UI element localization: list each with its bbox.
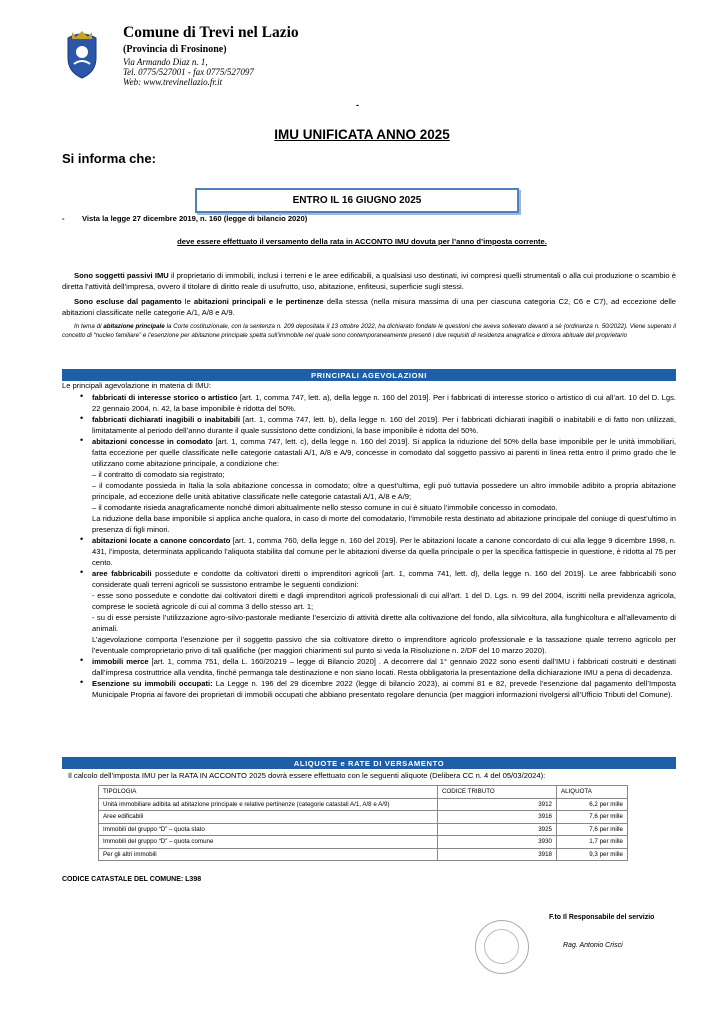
deadline-text: ENTRO IL 16 GIUGNO 2025 bbox=[292, 195, 422, 206]
abitazione-note bbox=[62, 322, 676, 340]
cell-tipologia: Aree edificabili bbox=[99, 811, 438, 824]
address-text: Via Armando Diaz n. 1, bbox=[123, 57, 208, 67]
cell-tipologia: Immobili del gruppo “D” – quota comune bbox=[99, 836, 438, 849]
table-row bbox=[99, 823, 628, 836]
nota-text: la Corte costituzionale, con la sentenza n. 209 depositata il 13 ottobre 2022, ha dichiarato fondate le questioni che aveva sollevato davanti a sé (ordinanza n. 50/2022). Viene superato il concetto di “nucleo familiare” e l’esenzione per abitazione principale spetta sull’immobile nel quale sono contemporaneamente presenti i due requisiti di residenza anagrafica e dimora abituale del proprietario bbox=[62, 323, 677, 339]
item-text: [art. 1, comma 747, lett. a), della legge n. 160 del 2019]. Per i fabbricati di interesse storico o artistico di cui all’art. 10 del D. Lgs. 22 gennaio 2004, n. 42, la base imponibile è ridotta del 50%. bbox=[92, 393, 676, 413]
codice-catastale: CODICE CATASTALE DEL COMUNE: L398 bbox=[62, 876, 202, 883]
list-item bbox=[80, 656, 676, 678]
cell-aliquota: 7,6 bbox=[589, 813, 598, 821]
vista-line: - Vista la legge 27 dicembre 2019, n. 160 (legge di bilancio 2020) bbox=[62, 214, 308, 223]
cell-tipologia: Immobili del gruppo “D” – quota stato bbox=[99, 823, 438, 836]
deadline-box bbox=[195, 188, 519, 213]
list-item bbox=[80, 678, 676, 700]
nota-bold: abitazione principale bbox=[103, 323, 165, 330]
item-title: Esenzione su immobili occupati: bbox=[92, 679, 213, 688]
item-title: abitazioni locate a canone concordato bbox=[92, 536, 231, 545]
sub-item: La riduzione della base imponibile si applica anche qualora, in caso di morte del comodatario, l’immobile resta destinato ad abitazione principale del coniuge di quest’ultimo in presenza di figli minori. bbox=[92, 514, 676, 534]
item-title: abitazioni concesse in comodato bbox=[92, 437, 213, 446]
cell-unit: per mille bbox=[599, 825, 623, 833]
escluse-text1: le bbox=[181, 297, 194, 306]
cell-aliquota: 9,3 bbox=[589, 850, 598, 858]
soggetti-bold: Sono soggetti passivi IMU bbox=[74, 271, 169, 280]
header-codice: CODICE TRIBUTO bbox=[438, 786, 557, 799]
cell-aliquota: 6,2 bbox=[589, 800, 598, 808]
list-item bbox=[80, 392, 676, 414]
escluse-bold2: abitazioni principali e le pertinenze bbox=[193, 297, 324, 306]
escluse-paragraph bbox=[62, 296, 676, 318]
item-text: possedute e condotte da coltivatori diretti o imprenditori agricoli [art. 1, comma 741, lett. d), della legge n. 160 del 2019]. Le aree fabbricabili sono considerate quali terreni agricoli se sussistono entrambe le seguenti condizioni: bbox=[92, 569, 676, 589]
header-aliquota: ALIQUOTA bbox=[557, 786, 628, 799]
sub-item: – il comodante possieda in Italia la sola abitazione concessa in comodato; oltre a quest’ultima, egli può tuttavia possedere un altro immobile adibito a propria abitazione principale, ad eccezione delle unità abitative classificate nelle categorie catastali A/1, A/8 e A/9; bbox=[92, 481, 676, 501]
table-row bbox=[99, 848, 628, 861]
item-text: [art. 1, comma 760, della legge n. 160 del 2019]. Per le abitazioni locate a canone concordato di cui alla legge 9 dicembre 1998, n. 431, l’imposta, determinata applicando l’aliquota stabilita dal comune per le abitazioni diverse da quella principale o per la specifica fattispecie in questione, è ridotta al 75 per cento. bbox=[92, 536, 676, 567]
cell-codice: 3916 bbox=[438, 811, 557, 824]
cell-tipologia: Per gli altri immobili bbox=[99, 848, 438, 861]
cell-tipologia: Unità immobiliare adibita ad abitazione principale e relative pertinenze (categorie catastali A/1, A/8 e A/9) bbox=[99, 798, 438, 811]
cell-codice: 3918 bbox=[438, 848, 557, 861]
table-header-row bbox=[99, 786, 628, 799]
sub-item: L’agevolazione comporta l’esenzione per il soggetto passivo che sia coltivatore diretto o imprenditore agricolo professionale e la tassazione quale terreno agricolo per l’eventuale comproprietario privo di tali qualifiche (per maggiori chiarimenti sul punto si veda la Risoluzione n. 2/DF del 10 marzo 2020). bbox=[92, 635, 676, 655]
item-text: [art. 1, comma 747, lett. c), della legge n. 160 del 2019]. Si applica la riduzione del 50% della base imponibile per le unità immobiliari, fatta eccezione per quelle classificate nelle categorie catastali A/1, A/8 e A/9, concesse in comodato dal soggetto passivo ai parenti in linea retta entro il primo grado che le utilizzano come abitazione principale, a condizione che: bbox=[92, 437, 676, 468]
item-text: [art. 1, comma 751, della L. 160/20219 – legge di Bilancio 2020] . A decorrere dal 1° gennaio 2022 sono esenti dall’IMU i fabbricati costruiti e destinati dall’impresa costruttrice alla vendita, finché permanga tale destinazione e non siano locati. Resta obbligatoria la presentazione della dichiarazione IMU a pena di decadenza. bbox=[92, 657, 676, 677]
table-row bbox=[99, 798, 628, 811]
marker-text: - bbox=[356, 100, 359, 110]
cell-unit: per mille bbox=[599, 850, 623, 858]
versamento-note: deve essere effettuato il versamento della rata in ACCONTO IMU dovuta per l’anno d’imposta corrente. bbox=[177, 237, 547, 246]
list-item bbox=[80, 436, 676, 469]
sub-item: – il comodante risieda anagraficamente nonché dimori abitualmente nello stesso comune in cui è situato l’immobile concesso in comodato. bbox=[92, 503, 558, 512]
aliquote-table bbox=[98, 785, 628, 861]
sub-item: - esse sono possedute e condotte dai coltivatori diretti e dagli imprenditori agricoli professionali di cui all’art. 1 del D. Lgs. n. 99 del 2004, iscritti nella previdenza agricola, comprese le società agricole di cui al comma 3 dello stesso art. 1; bbox=[92, 591, 676, 611]
table-row bbox=[99, 836, 628, 849]
escluse-bold: Sono escluse dal pagamento bbox=[74, 297, 182, 306]
section-aliquote bbox=[62, 757, 676, 769]
vista-text: Vista la legge 27 dicembre 2019, n. 160 (legge di bilancio 2020) bbox=[82, 214, 308, 223]
cell-unit: per mille bbox=[599, 813, 623, 821]
aliquote-intro: Il calcolo dell’imposta IMU per la RATA IN ACCONTO 2025 dovrà essere effettuato con le seguenti aliquote (Delibera CC n. 4 del 05/03/2024): bbox=[68, 771, 546, 780]
table-row bbox=[99, 811, 628, 824]
coat-of-arms-icon bbox=[62, 28, 102, 80]
cell-aliquota: 7,6 bbox=[589, 825, 598, 833]
intro-heading: Si informa che: bbox=[62, 151, 156, 166]
escluse-text2: della stessa (nella misura massima di una per ciascuna categoria C2, C6 e C7), ad eccezione delle abitazioni classificate nelle categorie A/1, A/8 e A/9. bbox=[62, 297, 676, 317]
cell-codice: 3912 bbox=[438, 798, 557, 811]
item-title: aree fabbricabili bbox=[92, 569, 152, 578]
agevolazioni-intro: Le principali agevolazione in materia di IMU: bbox=[62, 381, 211, 390]
list-item bbox=[80, 568, 676, 590]
signatory-name: Rag. Antonio Crisci bbox=[563, 942, 623, 949]
sub-item: - su di esse persiste l’utilizzazione agro-silvo-pastorale mediante l’esercizio di attività dirette alla coltivazione del fondo, alla silvicoltura, alla funghicoltura e all’allevamento di animali. bbox=[92, 613, 676, 633]
section-aliquote-label: ALIQUOTE e RATE DI VERSAMENTO bbox=[293, 758, 445, 768]
header-tipologia: TIPOLOGIA bbox=[99, 786, 438, 799]
cell-unit: per mille bbox=[599, 800, 623, 808]
agevolazioni-list bbox=[80, 392, 676, 700]
item-title: fabbricati dichiarati inagibili o inabitabili bbox=[92, 415, 241, 424]
section-agevolazioni-label: PRINCIPALI AGEVOLAZIONI bbox=[311, 370, 427, 380]
page-title: IMU UNIFICATA ANNO 2025 bbox=[274, 127, 450, 142]
phone-text: Tel. 0775/527001 - fax 0775/527097 bbox=[123, 67, 254, 77]
soggetti-text: il proprietario di immobili, inclusi i terreni e le aree edificabili, a qualsiasi uso destinati, ivi compresi quelli strumentali o alla cui produzione o scambio è diretta l’attività dell’impresa, ovvero il titolare di diritto reale di usufrutto, uso, abitazione, enfiteusi, superficie sugli stessi. bbox=[62, 271, 676, 291]
cell-codice: 3930 bbox=[438, 836, 557, 849]
comune-name: Comune di Trevi nel Lazio bbox=[123, 24, 299, 41]
provincia-text: (Provincia di Frosinone) bbox=[123, 44, 227, 55]
sub-item: – il contratto di comodato sia registrato; bbox=[92, 470, 225, 479]
list-item bbox=[80, 414, 676, 436]
official-stamp-icon bbox=[475, 920, 529, 974]
item-text: La Legge n. 196 del 29 dicembre 2022 (legge di bilancio 2023), ai commi 81 e 82, prevede l’esenzione dal pagamento dell’Imposta Municipale Propria ai favore dei proprietari di immobili occupati che abbiano presentato regolare denuncia (per maggiori informazioni rivolgersi all’Ufficio Tributi del Comune). bbox=[92, 679, 676, 699]
item-text: [art. 1, comma 747, lett. b), della legge n. 160 del 2019]. Per i fabbricati dichiarati inagibili o inabitabili e di fatto non utilizzati, limitatamente al periodo dell’anno durante il quale sussistono dette condizioni, la base imponibile è ridotta del 50%. bbox=[92, 415, 676, 435]
website-text: Web: www.trevinellazio.fr.it bbox=[123, 77, 223, 87]
cell-codice: 3925 bbox=[438, 823, 557, 836]
list-item bbox=[80, 535, 676, 568]
item-title: fabbricati di interesse storico o artistico bbox=[92, 393, 238, 402]
signature-role: F.to Il Responsabile del servizio bbox=[549, 914, 655, 921]
soggetti-paragraph bbox=[62, 270, 676, 292]
nota-pre: In tema di bbox=[74, 323, 104, 330]
item-title: immobili merce bbox=[92, 657, 149, 666]
cell-aliquota: 1,7 bbox=[589, 838, 598, 846]
cell-unit: per mille bbox=[599, 838, 623, 846]
